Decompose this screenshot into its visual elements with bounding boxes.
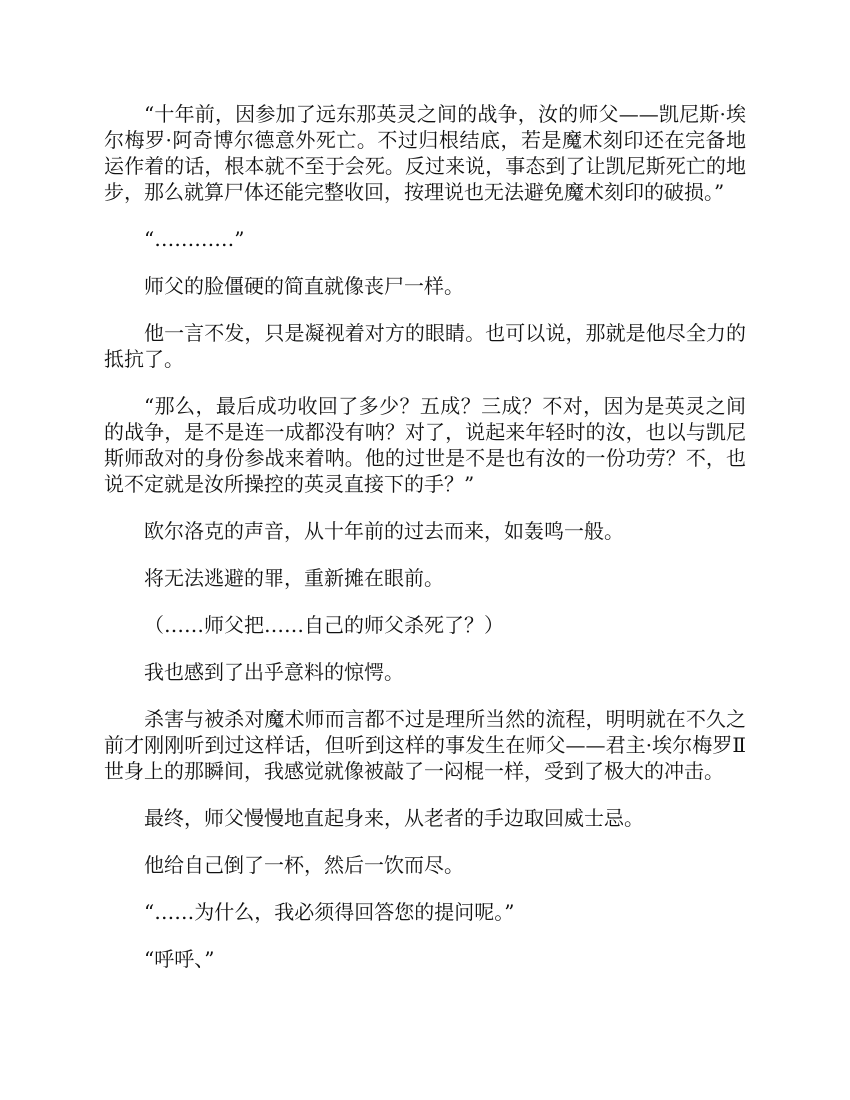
paragraph-4: 他一言不发，只是凝视着对方的眼睛。也可以说，那就是他尽全力的抵抗了。 xyxy=(104,321,746,371)
paragraph-7: 将无法逃避的罪，重新摊在眼前。 xyxy=(144,566,444,590)
paragraph-9: 我也感到了出乎意料的惊愕。 xyxy=(144,660,404,684)
paragraph-8: （……师父把……自己的师父杀死了？） xyxy=(144,613,504,637)
paragraph-1: “十年前，因参加了远东那英灵之间的战争，汝的师父——凯尼斯·埃尔梅罗·阿奇博尔德意外死亡。不过归根结底，若是魔术刻印还在完备地运作着的话，根本就不至于会死。反过来说，事态到了让凯尼斯死亡的地步，那么就算尸体还能完整收回，按理说也无法避免魔术刻印的破损。” xyxy=(104,102,746,204)
paragraph-2: “…………” xyxy=(144,227,245,251)
paragraph-12: 他给自己倒了一杯，然后一饮而尽。 xyxy=(144,853,464,877)
document-body xyxy=(104,101,746,993)
paragraph-10: 杀害与被杀对魔术师而言都不过是理所当然的流程，明明就在不久之前才刚刚听到过这样话，但听到这样的事发生在师父——君主·埃尔梅罗Ⅱ世身上的那瞬间，我感觉就像被敲了一闷棍一样，受到了极大的冲击。 xyxy=(104,707,746,783)
paragraph-11: 最终，师父慢慢地直起身来，从老者的手边取回威士忌。 xyxy=(144,806,644,830)
paragraph-5: “那么，最后成功收回了多少？五成？三成？不对，因为是英灵之间的战争，是不是连一成都没有呐？对了，说起来年轻时的汝，也以与凯尼斯师敌对的身份参战来着呐。他的过世是不是也有汝的一份功劳？不，也说不定就是汝所操控的英灵直接下的手？” xyxy=(104,394,746,496)
paragraph-6: 欧尔洛克的声音，从十年前的过去而来，如轰鸣一般。 xyxy=(144,519,624,543)
paragraph-3: 师父的脸僵硬的简直就像丧尸一样。 xyxy=(144,274,464,298)
paragraph-13: “……为什么，我必须得回答您的提问呢。” xyxy=(144,900,515,924)
paragraph-14: “呼呼、” xyxy=(144,947,215,971)
